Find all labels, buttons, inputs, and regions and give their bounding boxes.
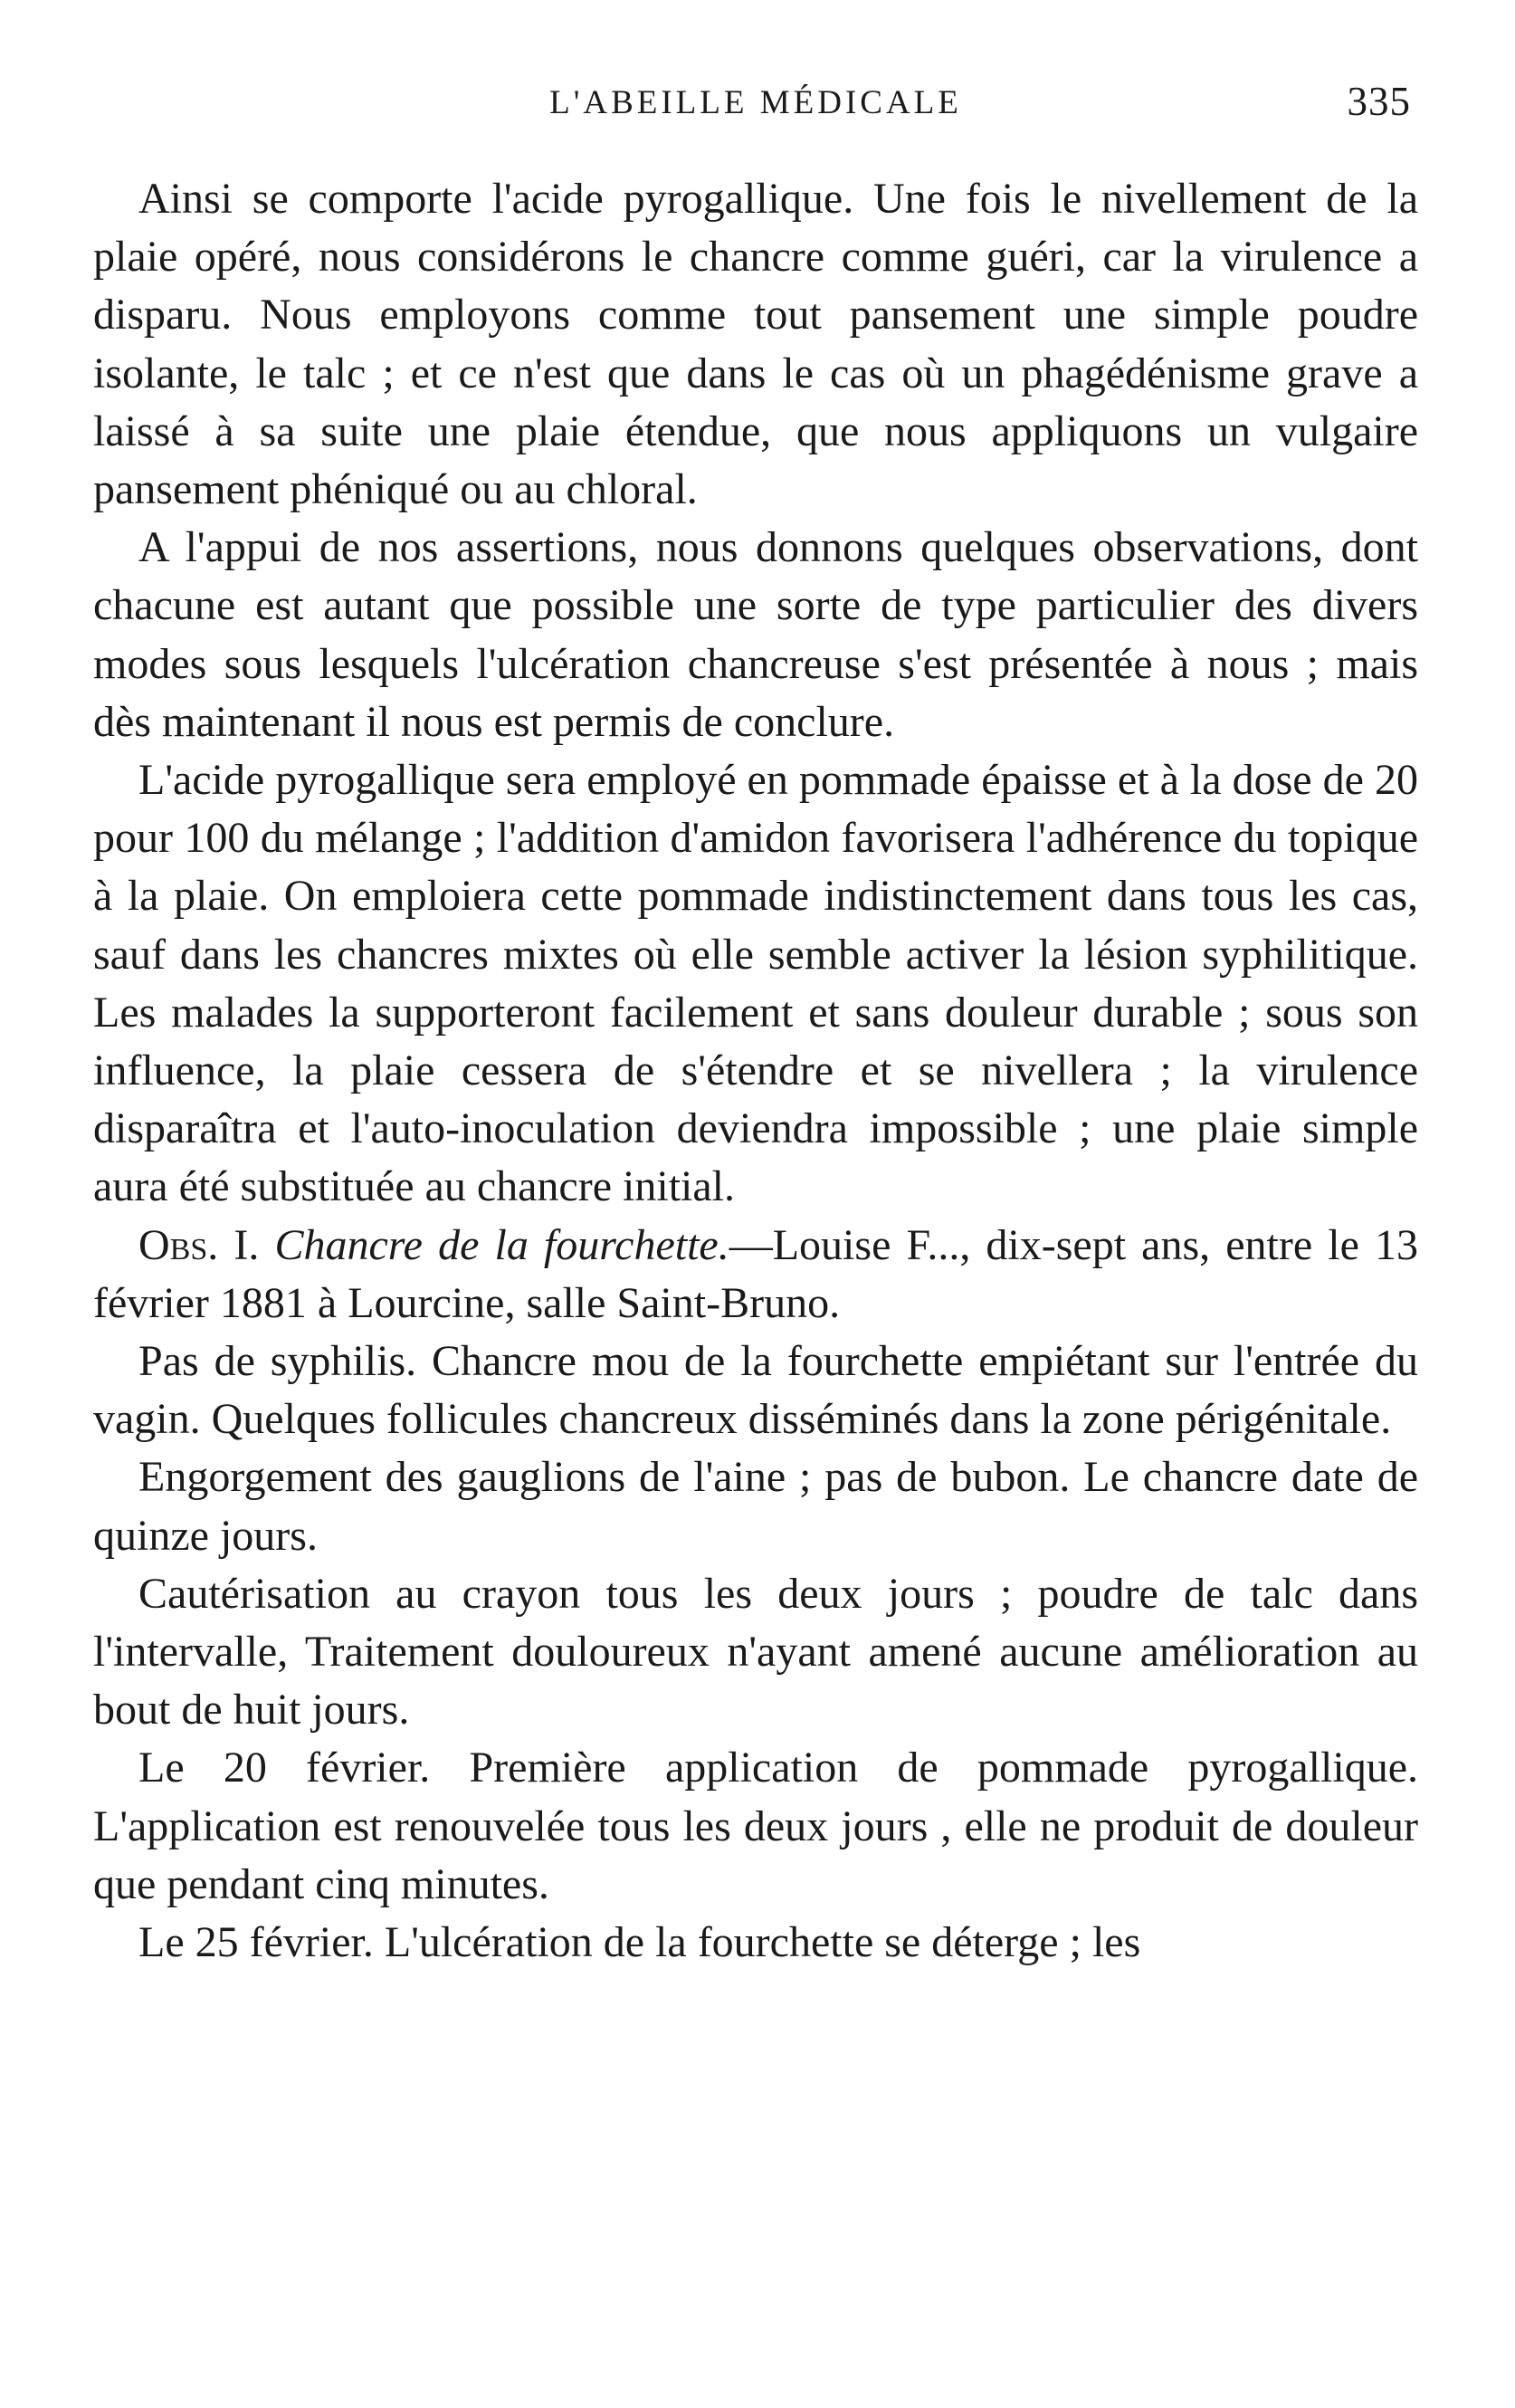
paragraph-feb-25: Le 25 février. L'ulcération de la fourchette se déterge ; les (138, 1918, 1141, 1967)
paragraph-engorgement: Engorgement des gauglions de l'aine ; pas de bubon. Le chancre date de quinze jours. (93, 1453, 1418, 1560)
observation-text: —Louise F..., dix-sept ans, entre le 13 février 1881 à Lourcine, salle Saint-Bruno. (93, 1220, 1419, 1327)
observation-label: Obs. I. (138, 1220, 260, 1269)
page-body (93, 170, 1418, 1972)
paragraph-feb-20: Le 20 février. Première application de pommade pyrogallique. L'application est renouvelée tous les deux jours , elle ne produit de douleur que pendant cinq minutes. (93, 1744, 1418, 1908)
paragraph-diagnosis: Pas de syphilis. Chancre mou de la fourchette empiétant sur l'entrée du vagin. Quelques follicules chancreux disséminés dans la zone périgénitale. (93, 1337, 1418, 1444)
observation-title: Chancre de la fourchette. (274, 1220, 729, 1269)
paragraph-pyrogallic-behavior: Ainsi se comporte l'acide pyrogallique. Une fois le nivellement de la plaie opéré, nous considérons le chancre comme guéri, car la virulence a disparu. Nous employons comme tout pansement une simple poudre isolante, le talc ; et ce n'est que dans le cas où un phagédénisme grave a laissé à sa suite une plaie étendue, que nous appliquons un vulgaire pansement phéniqué ou au chloral. (93, 175, 1418, 514)
paragraph-conclusions: L'acide pyrogallique sera employé en pommade épaisse et à la dose de 20 pour 100 du mélange ; l'addition d'amidon favorisera l'adhérence du topique à la plaie. On emploiera cette pommade indistinctement dans tous les cas, sauf dans les chancres mixtes où elle semble activer la lésion syphilitique. Les malades la supporteront facilement et sans douleur durable ; sous son influence, la plaie cessera de s'étendre et se nivellera ; la virulence disparaîtra et l'auto-inoculation deviendra impossible ; une plaie simple aura été substituée au chancre initial. (93, 756, 1418, 1211)
paragraph-cauterisation: Cautérisation au crayon tous les deux jours ; poudre de talc dans l'intervalle, Traitement douloureux n'ayant amené aucune amélioration au bout de huit jours. (93, 1569, 1418, 1734)
page-number: 335 (1347, 79, 1411, 124)
paragraph-observation-1 (93, 1217, 1418, 1333)
paragraph-observations-intro: A l'appui de nos assertions, nous donnons quelques observations, dont chacune est autant que possible une sorte de type particulier des divers modes sous lesquels l'ulcération chancreuse s'est présentée à nous ; mais dès maintenant il nous est permis de conclure. (93, 523, 1418, 746)
running-title: L'ABEILLE MÉDICALE (549, 84, 962, 121)
running-header (93, 0, 1418, 136)
